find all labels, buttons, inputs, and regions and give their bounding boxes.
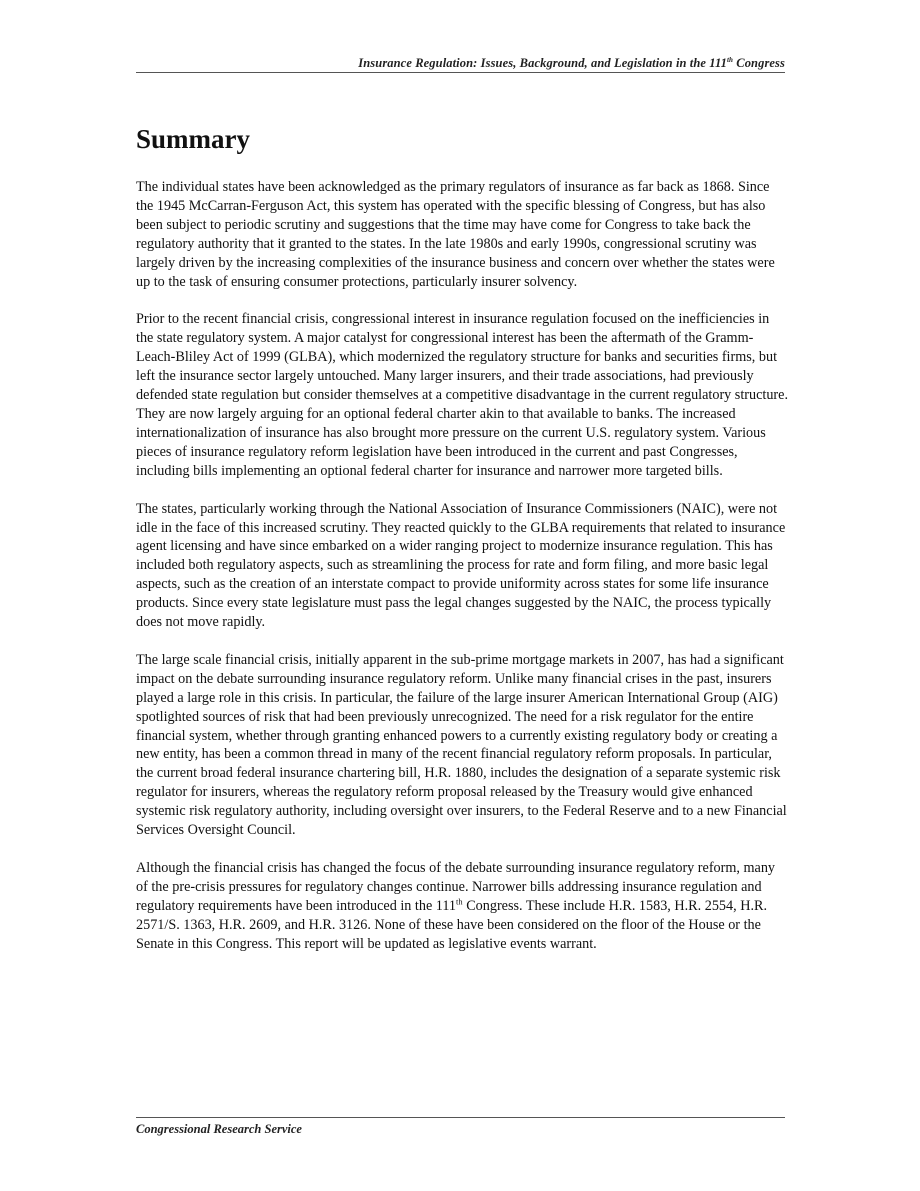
footer-publisher: Congressional Research Service [136, 1122, 302, 1136]
running-header-title: Insurance Regulation: Issues, Background, and Legislation in the 111 [358, 56, 727, 70]
footer-divider [136, 1117, 785, 1118]
paragraph-5-superscript: th [456, 896, 463, 907]
paragraph-5-text-end: Congress. These include H.R. 1583, H.R. 2554, H.R. 2571/S. 1363, H.R. 2609, and H.R. 3126. None of these have been considered on the floor of the House or the Senate in this Congress. This report will be updated as legislative events warrant. [136, 897, 768, 952]
running-header-title-end: Congress [733, 56, 785, 70]
header-divider [136, 72, 785, 73]
paragraph-5-text: Although the financial crisis has changed the focus of the debate surrounding insurance regulatory reform, many of the pre-crisis pressures for regulatory changes continue. Narrower bills addressing insurance regulation and regulatory requirements have been introduced in the 111 [136, 860, 776, 914]
running-header-superscript: th [726, 55, 734, 64]
paragraph-4: The large scale financial crisis, initially apparent in the sub-prime mortgage markets in 2007, has had a significant impact on the debate surrounding insurance regulatory reform. Unlike many financial crises in the past, insurers played a large role in this crisis. In particular, the failure of the large insurer American International Group (AIG) spotlighted sources of risk that had been previously unrecognized. The need for a risk regulator for the entire financial system, whether through granting enhanced powers to a currently existing regulatory body or creating a new entity, has been a common thread in many of the recent financial regulatory reform proposals. In particular, the current broad federal insurance chartering bill, H.R. 1880, includes the designation of a separate systemic risk regulator for insurers, whereas the regulatory reform proposal released by the Treasury would give enhanced systemic risk regulatory authority, including oversight over insurers, to the Federal Reserve and to a new Financial Services Oversight Council. [136, 651, 787, 839]
paragraph-2: Prior to the recent financial crisis, congressional interest in insurance regulation focused on the inefficiencies in the state regulatory system. A major catalyst for congressional interest has been the aftermath of the Gramm-Leach-Bliley Act of 1999 (GLBA), which modernized the regulatory structure for banks and securities firms, but left the insurance sector largely untouched. Many larger insurers, and their trade associations, had previously defended state regulation but consider themselves at a competitive disadvantage in the current regulatory structure. They are now largely arguing for an optional federal charter akin to that available to banks. The increased internationalization of insurance has also brought more pressure on the current U.S. regulatory system. Various pieces of insurance regulatory reform legislation have been introduced in the current and past Congresses, including bills implementing an optional federal charter for insurance and narrower more targeted bills. [136, 311, 788, 479]
summary-body [136, 178, 788, 973]
running-header [136, 56, 785, 71]
paragraph-3: The states, particularly working through the National Association of Insurance Commissioners (NAIC), were not idle in the face of this increased scrutiny. They reacted quickly to the GLBA requirements that related to insurance agent licensing and have since embarked on a wider ranging project to modernize insurance regulation. This has included both regulatory aspects, such as streamlining the process for rate and form filing, and more basic legal aspects, such as the creation of an interstate compact to provide uniformity across states for some life insurance products. Since every state legislature must pass the legal changes suggested by the NAIC, the process typically does not move rapidly. [136, 500, 786, 631]
paragraph-5 [136, 859, 788, 954]
page-title: Summary [136, 124, 250, 154]
paragraph-1: The individual states have been acknowledged as the primary regulators of insurance as far back as 1868. Since the 1945 McCarran-Ferguson Act, this system has operated with the specific blessing of Congress, but has also been subject to periodic scrutiny and suggestions that the time may have come for Congress to take back the regulatory authority that it granted to the states. In the late 1980s and early 1990s, congressional scrutiny was largely driven by the increasing complexities of the insurance business and concern over whether the states were up to the task of ensuring consumer protections, particularly insurer solvency. [136, 179, 775, 290]
